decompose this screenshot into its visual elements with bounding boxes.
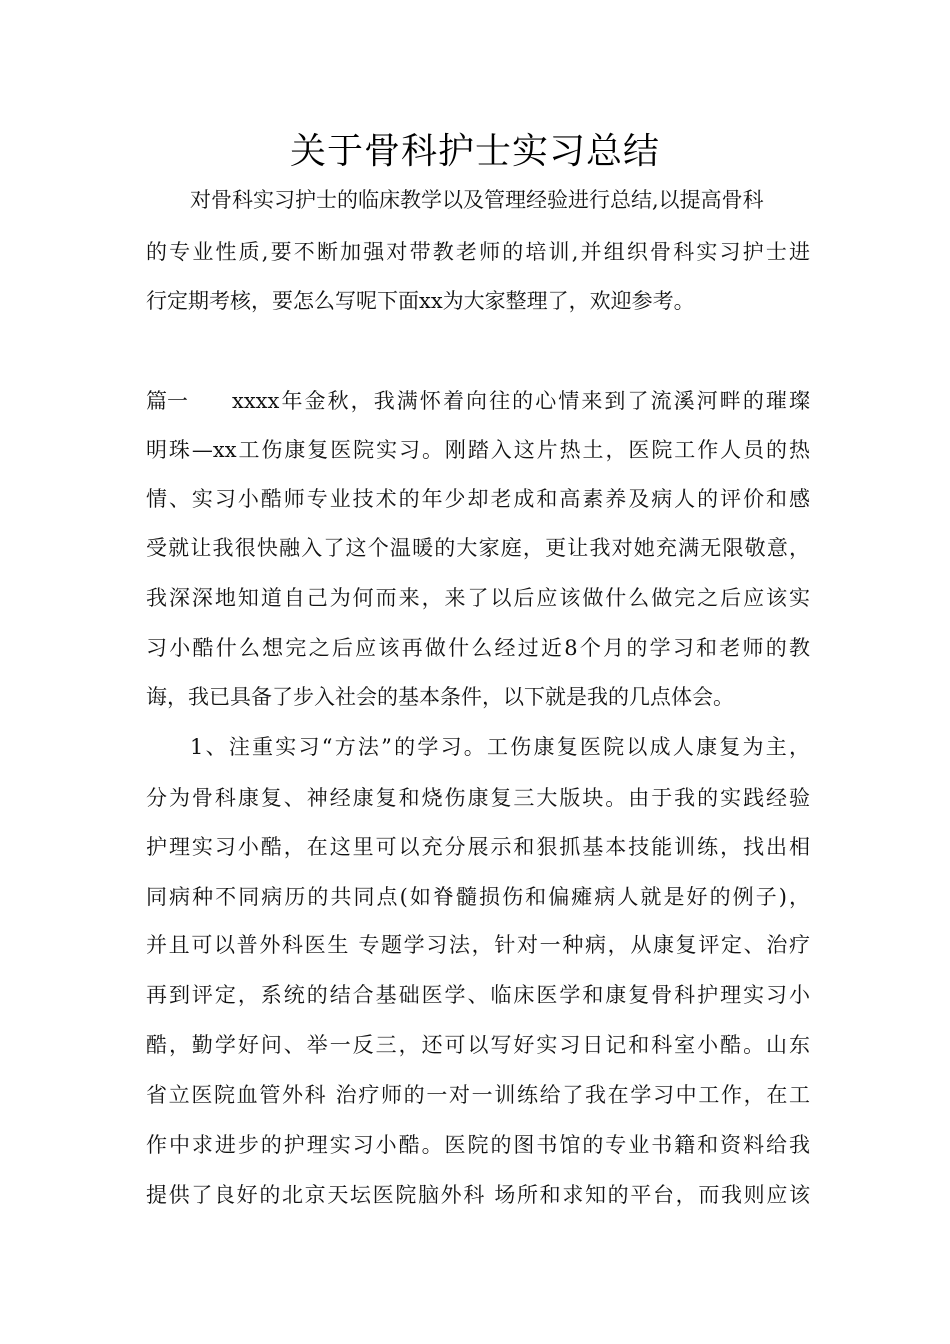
point1-line-3: 护理实习小酷，在这里可以充分展示和狠抓基本技能训练，找出相: [146, 835, 810, 859]
point1-line-9: 作中求进步的护理实习小酷。医院的图书馆的专业书籍和资料给我: [146, 1133, 810, 1157]
section-line-6: 诲，我已具备了步入社会的基本条件，以下就是我的几点体会。: [146, 685, 734, 709]
document-title: 关于骨科护士实习总结: [289, 131, 660, 172]
section-label: 篇一: [146, 389, 188, 413]
section-line-3: 受就让我很快融入了这个温暖的大家庭，更让我对她充满无限敬意，: [146, 536, 810, 560]
section-first-line: xxxx年金秋，我满怀着向往的心情来到了流溪河畔的璀璨: [232, 389, 810, 413]
section-line-2: 情、实习小酷师专业技术的年少却老成和高素养及病人的评价和感: [146, 487, 810, 511]
point1-line-8: 省立医院血管外科 治疗师的一对一训练给了我在学习中工作，在工: [146, 1083, 810, 1107]
point1-line-1: 1、注重实习“方法”的学习。工伤康复医院以成人康复为主，: [190, 735, 810, 759]
point1-line-4: 同病种不同病历的共同点(如脊髓损伤和偏瘫病人就是好的例子)，: [146, 885, 810, 909]
section-line-5: 习小酷什么想完之后应该再做什么经过近8个月的学习和老师的教: [146, 636, 810, 660]
intro-line-3: 行定期考核，要怎么写呢下面xx为大家整理了，欢迎参考。: [146, 289, 695, 313]
point1-line-6: 再到评定，系统的结合基础医学、临床医学和康复骨科护理实习小: [146, 983, 810, 1007]
section-line-1: 明珠—xx工伤康复医院实习。刚踏入这片热土，医院工作人员的热: [146, 438, 810, 462]
section-line-4: 我深深地知道自己为何而来，来了以后应该做什么做完之后应该实: [146, 586, 810, 610]
point1-line-2: 分为骨科康复、神经康复和烧伤康复三大版块。由于我的实践经验: [146, 786, 810, 810]
point1-line-7: 酷，勤学好问、举一反三，还可以写好实习日记和科室小酷。山东: [146, 1033, 810, 1057]
intro-line-2: 的专业性质,要不断加强对带教老师的培训,并组织骨科实习护士进: [146, 240, 810, 264]
intro-line-1: 对骨科实习护士的临床教学以及管理经验进行总结,以提高骨科: [190, 188, 764, 212]
point1-line-10: 提供了良好的北京天坛医院脑外科 场所和求知的平台，而我则应该: [146, 1183, 810, 1207]
point1-line-5: 并且可以普外科医生 专题学习法，针对一种病，从康复评定、治疗: [146, 933, 810, 957]
